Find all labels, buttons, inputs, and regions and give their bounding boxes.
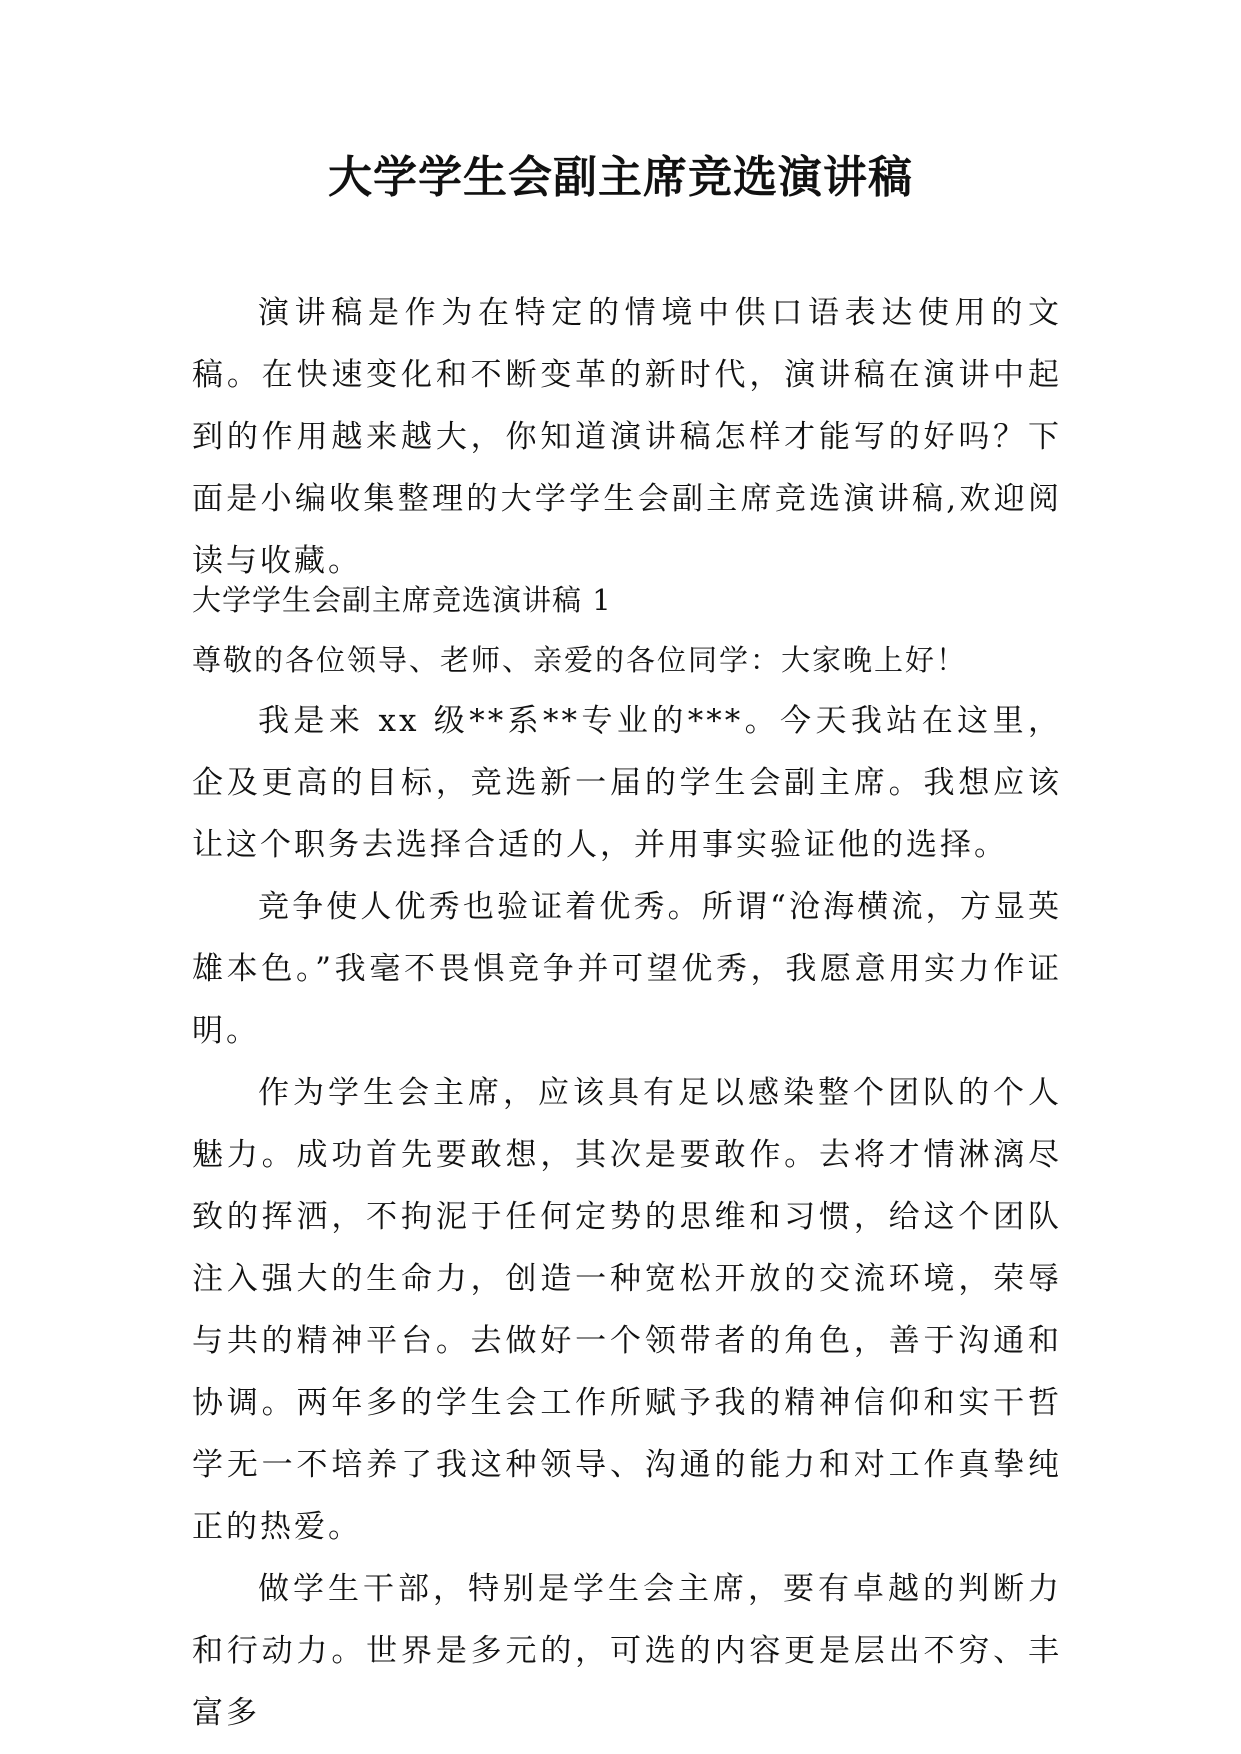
greeting-line: 尊敬的各位领导、老师、亲爱的各位同学：大家晚上好！ bbox=[192, 643, 968, 677]
intro-text: 演讲稿是作为在特定的情境中供口语表达使用的文稿。在快速变化和不断变革的新时代，演讲稿在演讲中起到的作用越来越大，你知道演讲稿怎样才能写的好吗？下面是小编收集整理的大学学生会副主席竞选演讲稿,欢迎阅读与收藏。 bbox=[192, 295, 1062, 579]
speech-body bbox=[192, 690, 1062, 1744]
section-heading: 大学学生会副主席竞选演讲稿 1 bbox=[192, 583, 612, 617]
speech-paragraph: 我是来 xx 级**系**专业的***。今天我站在这里，企及更高的目标，竞选新一届的学生会副主席。我想应该让这个职务去选择合适的人，并用事实验证他的选择。 bbox=[192, 703, 1062, 863]
intro-paragraph bbox=[192, 282, 1062, 592]
speech-paragraph: 作为学生会主席，应该具有足以感染整个团队的个人魅力。成功首先要敢想，其次是要敢作。去将才情淋漓尽致的挥洒，不拘泥于任何定势的思维和习惯，给这个团队注入强大的生命力，创造一种宽松开放的交流环境，荣辱与共的精神平台。去做好一个领带者的角色，善于沟通和协调。两年多的学生会工作所赋予我的精神信仰和实干哲学无一不培养了我这种领导、沟通的能力和对工作真挚纯正的热爱。 bbox=[192, 1075, 1062, 1545]
document-title: 大学学生会副主席竞选演讲稿 bbox=[328, 152, 913, 203]
speech-paragraph: 竞争使人优秀也验证着优秀。所谓“沧海横流，方显英雄本色。”我毫不畏惧竞争并可望优秀，我愿意用实力作证明。 bbox=[192, 889, 1062, 1049]
speech-paragraph: 做学生干部，特别是学生会主席，要有卓越的判断力和行动力。世界是多元的，可选的内容更是层出不穷、丰富多 bbox=[192, 1571, 1062, 1731]
